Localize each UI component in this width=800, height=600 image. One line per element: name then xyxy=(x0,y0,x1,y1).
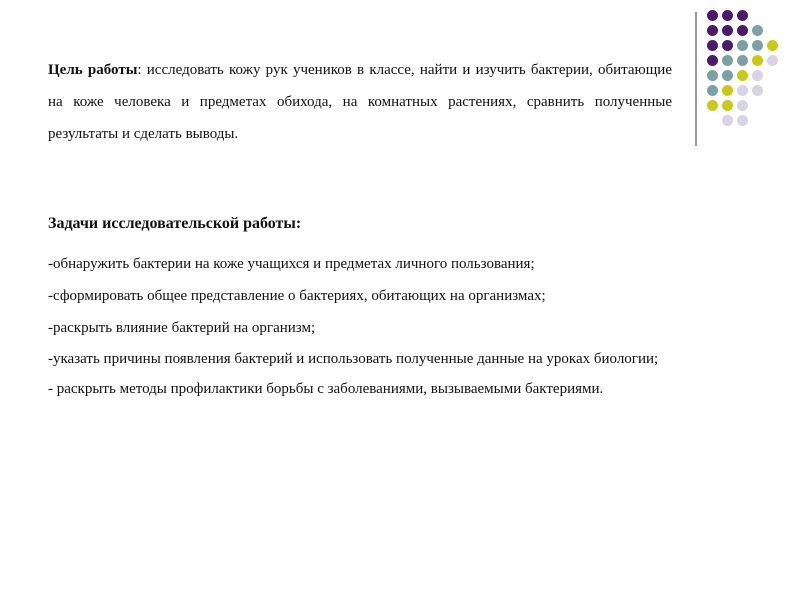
goal-paragraph xyxy=(48,54,672,150)
task-list xyxy=(48,248,672,404)
decorative-dot xyxy=(752,70,763,81)
goal-label: Цель работы xyxy=(48,62,138,78)
decorative-dot xyxy=(722,100,733,111)
task-item: -раскрыть влияние бактерий на организм; xyxy=(48,320,316,336)
slide-content xyxy=(48,54,672,404)
tasks-title: Задачи исследовательской работы: xyxy=(48,215,302,232)
decorative-dot xyxy=(767,55,778,66)
decorative-dot xyxy=(722,85,733,96)
decorative-dot xyxy=(707,25,718,36)
decorative-dot xyxy=(722,70,733,81)
decorative-dot xyxy=(752,25,763,36)
goal-colon: : xyxy=(137,62,142,78)
decorative-dot xyxy=(737,10,748,21)
decorative-dot-grid xyxy=(707,10,791,130)
decorative-dot xyxy=(737,70,748,81)
goal-text: исследовать кожу рук учеников в классе, найти и изучить бактерии, обитающие на коже человека и предметах обихода, на комнатных растениях, сравнить полученные результаты и сделать выводы. xyxy=(48,62,672,142)
decorative-dot xyxy=(752,55,763,66)
decorative-dot xyxy=(722,55,733,66)
decorative-dot xyxy=(737,55,748,66)
task-item: -указать причины появления бактерий и использовать полученные данные на уроках биологии; xyxy=(48,351,659,367)
decorative-dot xyxy=(722,40,733,51)
decorative-dot xyxy=(722,10,733,21)
task-item: -обнаружить бактерии на коже учащихся и предметах личного пользования; xyxy=(48,256,535,272)
task-item: -сформировать общее представление о бактериях, обитающих на организмах; xyxy=(48,288,546,304)
decorative-dot xyxy=(707,100,718,111)
decorative-dot xyxy=(737,100,748,111)
decorative-dot xyxy=(707,85,718,96)
decorative-dot xyxy=(722,25,733,36)
decorative-dot xyxy=(752,85,763,96)
decorative-dot xyxy=(737,25,748,36)
decorative-dot xyxy=(767,40,778,51)
decorative-dot xyxy=(737,85,748,96)
decorative-dot xyxy=(707,55,718,66)
decorative-dot xyxy=(707,70,718,81)
decorative-dot xyxy=(707,40,718,51)
decorative-dot xyxy=(752,40,763,51)
decorative-vertical-line xyxy=(695,12,697,146)
decorative-dot xyxy=(722,115,733,126)
decorative-dot xyxy=(737,40,748,51)
decorative-dot xyxy=(707,10,718,21)
decorative-dot xyxy=(737,115,748,126)
task-item: - раскрыть методы профилактики борьбы с заболеваниями, вызываемыми бактериями. xyxy=(48,381,604,397)
